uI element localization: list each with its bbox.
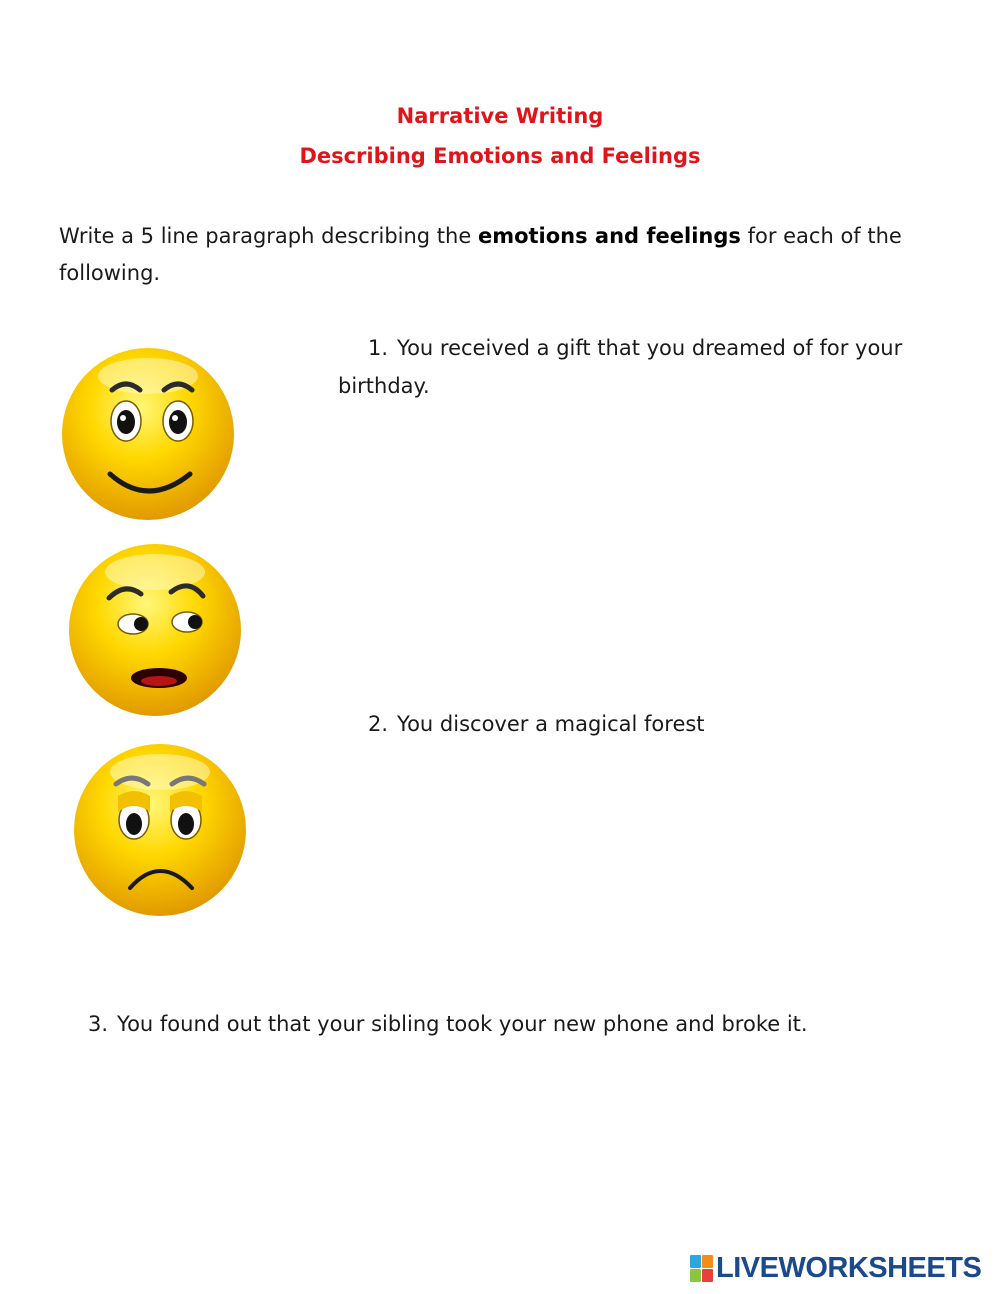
sad-face-icon	[72, 742, 248, 918]
instruction-text-end: for each of the following.	[59, 224, 902, 285]
worksheet-subtitle: Describing Emotions and Feelings	[299, 144, 701, 168]
instruction-text	[59, 218, 939, 292]
question-3-text: You found out that your sibling took your new phone and broke it.	[117, 1012, 808, 1036]
question-3	[88, 1005, 808, 1043]
question-1-text: You received a gift that you dreamed of for your birthday.	[338, 336, 903, 398]
logo-mark-l	[690, 1255, 701, 1268]
question-1-number: 1.	[368, 336, 389, 360]
question-2-number: 2.	[368, 712, 389, 736]
logo-text: LIVEWORKSHEETS	[716, 1251, 982, 1284]
instruction-text-start: Write a 5 line paragraph describing the	[59, 224, 478, 248]
instruction-text-bold: emotions and feelings	[477, 224, 741, 248]
question-3-number: 3.	[88, 1012, 109, 1036]
logo-mark-icon	[690, 1255, 713, 1282]
logo-mark-i	[702, 1255, 713, 1268]
worksheet-title: Narrative Writing	[396, 104, 604, 128]
liveworksheets-logo	[690, 1253, 981, 1283]
question-1	[338, 329, 948, 405]
surprised-face-icon	[67, 542, 243, 718]
happy-face-icon	[60, 346, 236, 522]
logo-mark-e	[702, 1269, 713, 1282]
logo-mark-v	[690, 1269, 701, 1282]
question-2	[368, 705, 705, 743]
question-2-text: You discover a magical forest	[397, 712, 705, 736]
